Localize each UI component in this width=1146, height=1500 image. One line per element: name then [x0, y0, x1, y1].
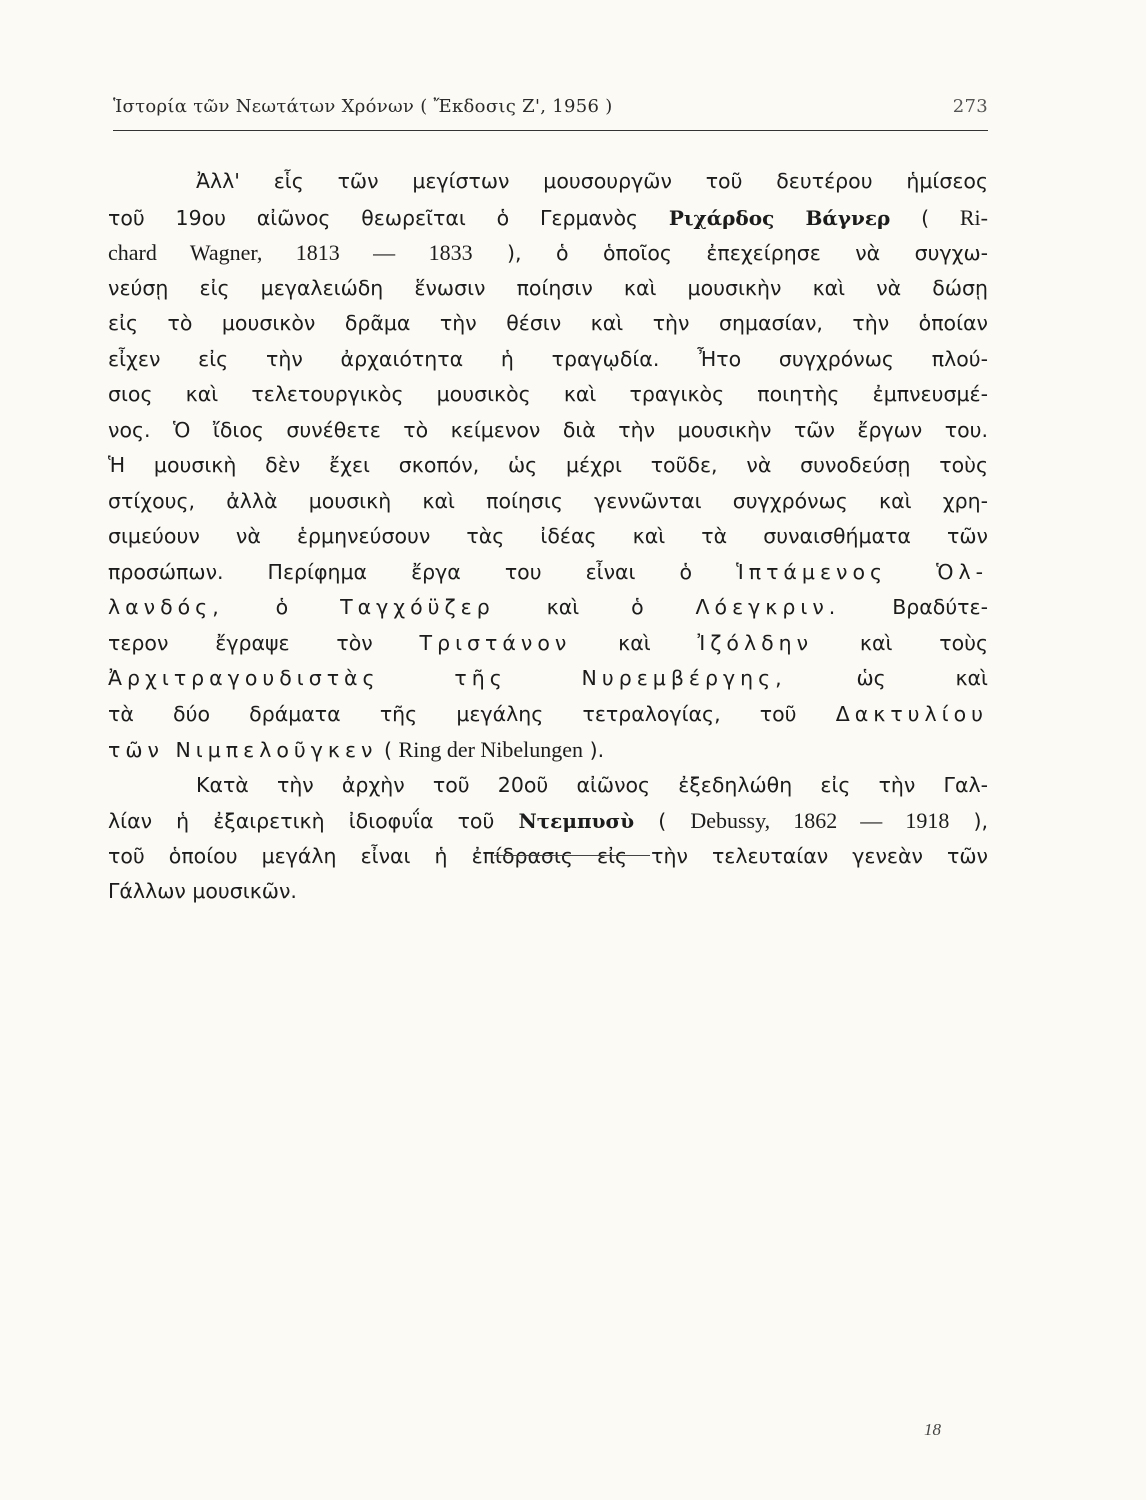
text-run: Ἡ μουσικὴ δὲν ἔχει σκοπόν, ὡς μέχρι τοῦδε, νὰ συνοδεύσῃ τοὺς	[108, 453, 988, 477]
text-run: καὶ ὁ	[494, 595, 696, 619]
text-run: προσώπων. Περίφημα ἔργα του εἶναι ὁ	[108, 559, 737, 584]
text-spaced: Τριστάνον	[419, 630, 572, 655]
text-line	[108, 519, 988, 555]
text-line	[108, 661, 988, 697]
text-spaced: Δακτυλίου	[835, 701, 988, 726]
body-text	[108, 164, 988, 910]
text-run: εἰς τὸ μουσικὸν δρᾶμα τὴν θέσιν καὶ τὴν σημασίαν, τὴν ὁποίαν	[108, 311, 988, 335]
text-line	[108, 413, 988, 449]
text-run: Ἀλλ' εἷς τῶν μεγίστων μουσουργῶν τοῦ δευτέρου ἡμίσεος	[196, 169, 988, 193]
text-line	[108, 626, 988, 662]
text-run: νεύσῃ εἰς μεγαλειώδη ἕνωσιν ποίησιν καὶ μουσικὴν καὶ νὰ δώσῃ	[108, 275, 988, 300]
text-run: νος. Ὁ ἴδιος συνέθετε τὸ κείμενον διὰ τὴν μουσικὴν τῶν ἔργων του.	[108, 417, 988, 442]
text-run: τερον ἔγραψε τὸν	[108, 630, 420, 655]
text-latin: chard Wagner, 1813 — 1833	[108, 240, 473, 265]
text-run: Κατὰ τὴν ἀρχὴν τοῦ 20οῦ αἰῶνος ἐξεδηλώθη εἰς τὴν Γαλ-	[196, 772, 988, 797]
text-line	[108, 803, 988, 839]
text-bold: Ριχάρδος Βάγνερ	[668, 205, 891, 230]
text-run: σιμεύουν νὰ ἑρμηνεύσουν τὰς ἰδέας καὶ τὰ συναισθήματα τῶν	[108, 524, 988, 548]
text-line	[108, 874, 988, 910]
text-spaced: Λόεγκριν.	[695, 595, 841, 619]
text-latin: Ring der Nibelungen	[398, 737, 584, 762]
header-rule	[113, 130, 988, 131]
text-latin: Debussy, 1862 — 1918	[690, 808, 950, 833]
text-line	[108, 839, 988, 875]
text-spaced: Ἰζόλδην	[697, 630, 814, 655]
text-bold: Ντεμπυσὺ	[518, 809, 635, 833]
text-line	[108, 484, 988, 520]
text-run: Γάλλων μουσικῶν.	[108, 879, 297, 903]
text-run: ὡς καὶ	[786, 666, 988, 690]
text-spaced: λανδός,	[108, 595, 224, 619]
text-line	[108, 164, 988, 200]
text-run: στίχους, ἀλλὰ μουσικὴ καὶ ποίησις γεννῶνται συγχρόνως καὶ χρη-	[108, 488, 988, 513]
text-run: τὰ δύο δράματα τῆς μεγάλης τετραλογίας, τοῦ	[108, 701, 836, 726]
running-head	[113, 96, 988, 124]
text-run: καὶ	[571, 630, 698, 655]
running-head-title: Ἱστορία τῶν Νεωτάτων Χρόνων ( Ἔκδοσις Ζ', 1956 )	[113, 96, 613, 117]
page-number: 273	[952, 96, 988, 117]
text-latin: Ri-	[959, 204, 988, 230]
text-run: εἶχεν εἰς τὴν ἀρχαιότητα ἡ τραγῳδία. Ἦτο συγχρόνως πλού-	[108, 346, 988, 371]
text-run: τοῦ ὁποίου μεγάλη εἶναι ἡ ἐπίδρασις εἰς τὴν τελευταίαν γενεὰν τῶν	[108, 843, 988, 868]
text-line	[108, 768, 988, 804]
text-run: καὶ τοὺς	[813, 630, 989, 655]
text-run: ), ὁ ὁποῖος ἐπεχείρησε νὰ συγχω-	[472, 241, 989, 265]
text-run: (	[634, 809, 691, 833]
text-run: σιος καὶ τελετουργικὸς μουσικὸς καὶ τραγικὸς ποιητὴς ἐμπνευσμέ-	[108, 382, 988, 406]
text-run: (	[890, 205, 960, 230]
text-run: λίαν ἡ ἐξαιρετικὴ ἰδιοφυΐα τοῦ	[108, 809, 519, 833]
text-spaced: Ἀρχιτραγουδιστὰς τῆς Νυρεμβέργης,	[108, 666, 787, 690]
text-line	[108, 448, 988, 484]
text-run: (	[377, 738, 399, 762]
text-spaced: τῶν Νιμπελοῦγκεν	[108, 738, 378, 762]
text-run: τοῦ 19ου αἰῶνος θεωρεῖται ὁ Γερμανὸς	[108, 205, 669, 230]
text-line	[108, 271, 988, 307]
end-rule	[494, 855, 650, 856]
text-line	[108, 306, 988, 342]
text-run: Βραδύτε-	[840, 595, 989, 619]
text-line	[108, 342, 988, 378]
text-line	[108, 235, 988, 271]
text-line	[108, 555, 988, 591]
text-line	[108, 590, 988, 626]
text-line	[108, 732, 988, 768]
signature-mark: 18	[924, 1420, 941, 1439]
text-run: ),	[949, 809, 988, 833]
text-line	[108, 697, 988, 733]
text-run: ).	[583, 738, 605, 762]
text-line	[108, 377, 988, 413]
text-run: ὁ	[223, 595, 341, 619]
text-spaced: Ταγχόϋζερ	[340, 595, 495, 619]
text-spaced: Ἱπτάμενος Ὁλ-	[736, 559, 989, 584]
text-line	[108, 200, 988, 236]
